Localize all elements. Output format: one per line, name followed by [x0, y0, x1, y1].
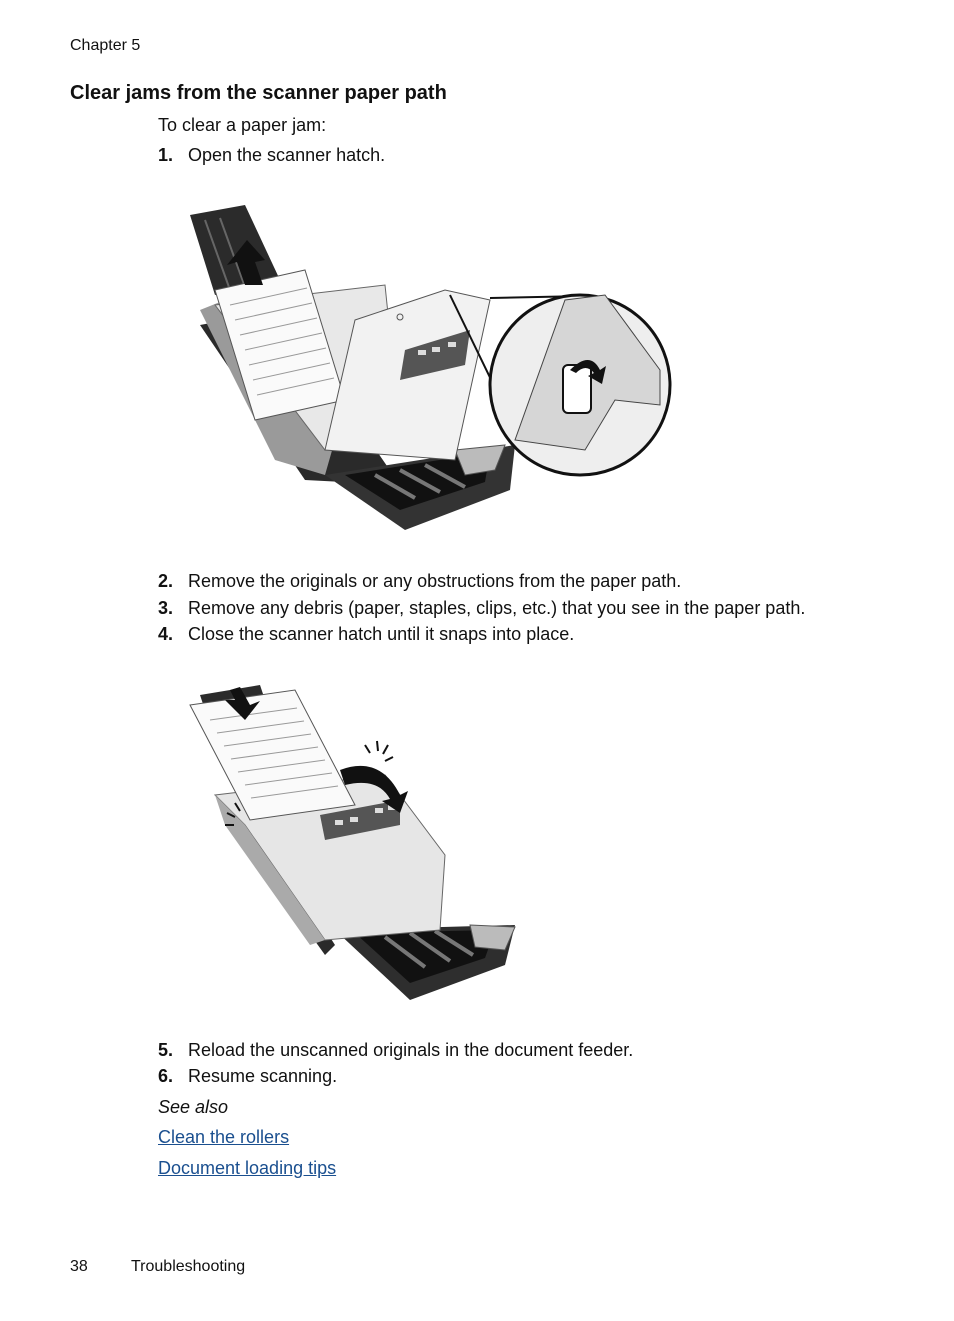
link-document-loading-tips[interactable]: Document loading tips [158, 1158, 337, 1178]
step-text: Remove any debris (paper, staples, clips, etc.) that you see in the paper path. [188, 598, 806, 618]
step-number: 5. [158, 1040, 174, 1060]
step-text: Reload the unscanned originals in the document feeder. [188, 1040, 634, 1060]
step-number: 1. [158, 145, 174, 165]
step-text: Remove the originals or any obstructions from the paper path. [188, 571, 682, 591]
link-clean-the-rollers[interactable]: Clean the rollers [158, 1127, 290, 1147]
section-title: Clear jams from the scanner paper path [70, 82, 447, 104]
step-2 [158, 571, 681, 592]
step-number: 3. [158, 598, 174, 618]
step-6 [158, 1066, 337, 1087]
step-3 [158, 598, 805, 619]
scanner-hatch-close-illustration [185, 675, 525, 1005]
step-1 [158, 145, 385, 166]
step-4 [158, 624, 574, 645]
chapter-label: Chapter 5 [70, 37, 141, 54]
step-text: Close the scanner hatch until it snaps into place. [188, 624, 575, 644]
step-number: 6. [158, 1066, 174, 1086]
step-text: Open the scanner hatch. [188, 145, 386, 165]
step-number: 4. [158, 624, 174, 644]
scanner-hatch-open-illustration [185, 190, 675, 535]
see-also-label: See also [158, 1097, 229, 1117]
footer-section: Troubleshooting [131, 1258, 246, 1275]
step-number: 2. [158, 571, 174, 591]
step-text: Resume scanning. [188, 1066, 338, 1086]
step-5 [158, 1040, 633, 1061]
intro-text: To clear a paper jam: [158, 115, 327, 135]
page-number: 38 [70, 1258, 88, 1275]
